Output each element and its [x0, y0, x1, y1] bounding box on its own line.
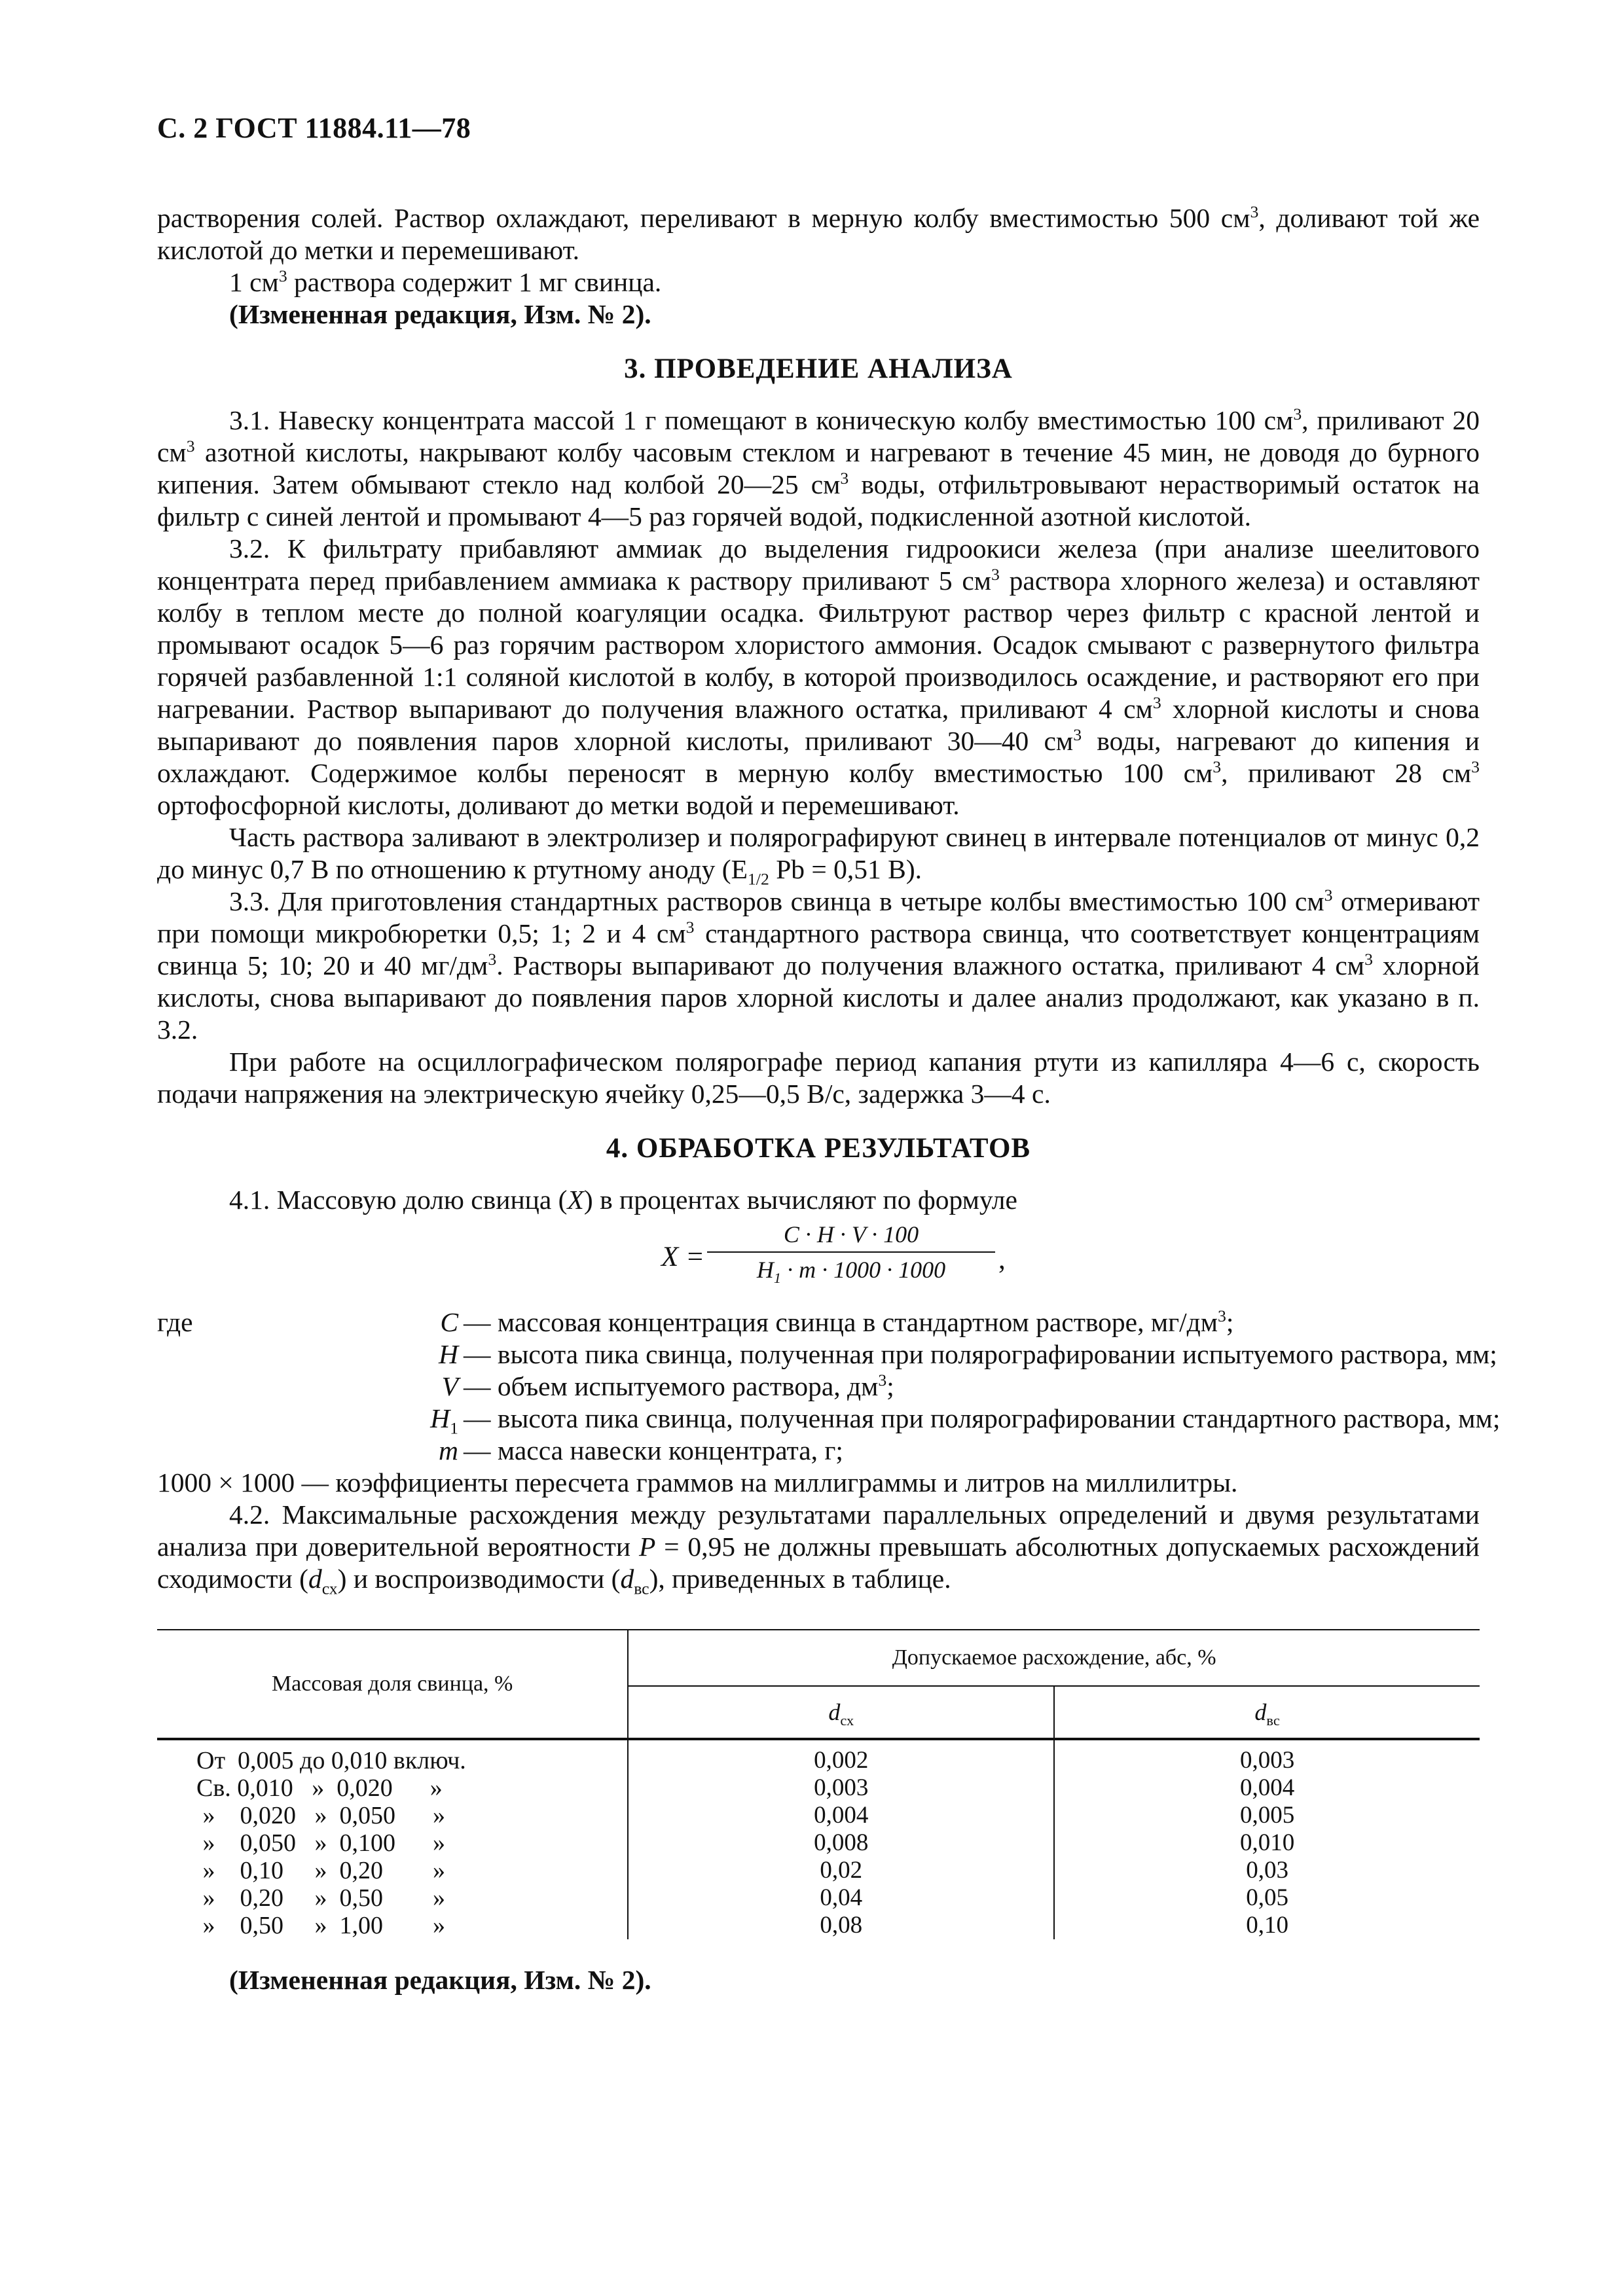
cell-dcx: 0,02 — [628, 1857, 1054, 1884]
tolerance-table — [157, 1629, 1480, 1939]
cell-range: » 0,050 » 0,100 » — [157, 1829, 628, 1857]
definition-text: — высота пика свинца, полученная при полярографировании стандартного раствора, мм; — [464, 1403, 1501, 1433]
cell-dvc: 0,010 — [1239, 1829, 1295, 1856]
cell-dvc: 0,003 — [1239, 1747, 1295, 1774]
cell-dvc: 0,05 — [1246, 1884, 1288, 1911]
paragraph-3-1: 3.1. Навеску концентрата массой 1 г помещают в коническую колбу вместимостью 100 $см^3$, приливают 20 $см^3$ азотной кислоты, накрывают колбу часовым стеклом и нагревают в течение 45 мин, не доводя до бурного кипения. Затем обмывают стекло над колбой 20—25 $см^3$ воды, отфильтровывают нерастворимый остаток на фильтр с синей лентой и промывают 4—5 раз горячей водой, подкисленной азотной кислотой. — [157, 404, 1480, 531]
table-row — [157, 1739, 1480, 1774]
definition-symbol: V — [441, 1371, 458, 1401]
definition-symbol: H — [439, 1339, 458, 1369]
column-header-lead-fraction: Массовая доля свинца, % — [157, 1630, 628, 1739]
formula-denominator: $H_1 \cdot m \cdot 1000 \cdot 1000$ — [756, 1257, 946, 1287]
formula-numerator: C · H · V · 100 — [783, 1221, 919, 1247]
table-row — [157, 1857, 1480, 1884]
cell-dvc: 0,10 — [1246, 1912, 1288, 1939]
definition-text: — массовая концентрация свинца в стандартном растворе, $мг/дм^3$; — [464, 1306, 1234, 1337]
cell-dcx: 0,004 — [628, 1802, 1054, 1829]
definition-row-h1 — [157, 1403, 1501, 1438]
definition-row-h — [157, 1338, 1497, 1371]
cell-dcx: 0,08 — [628, 1912, 1054, 1939]
definition-symbol: C — [440, 1307, 458, 1337]
cell-dvc: 0,004 — [1239, 1774, 1295, 1801]
paragraph-3-3: 3.3. Для приготовления стандартных растворов свинца в четыре колбы вместимостью 100 $см^3$ отмеривают при помощи микробюретки 0,5; 1; 2 и 4 $см^3$ стандартного раствора свинца, что соответствует концентрациям свинца 5; 10; 20 и 40 $мг/дм^3$. Растворы выпаривают до получения влажного остатка, приливают 4 $см^3$ хлорной кислоты, снова выпаривают до появления паров хлорной кислоты и далее анализ продолжают, как указано в п. 3.2. — [157, 886, 1480, 1045]
cell-dcx: 0,002 — [628, 1739, 1054, 1774]
paragraph-3-3-part-2: При работе на осциллографическом полярографе период капания ртути из капилляра 4—6 с, скорость подачи напряжения на электрическую ячейку 0,25—0,5 В/с, задержка 3—4 с. — [157, 1047, 1480, 1109]
cell-dcx: 0,003 — [628, 1774, 1054, 1802]
amendment-note-2: (Измененная редакция, Изм. № 2). — [229, 1965, 651, 1995]
table-row — [157, 1774, 1480, 1802]
page-content — [157, 111, 1501, 1996]
intro-paragraph-2: 1 $см^3$ раствора содержит 1 мг свинца. — [229, 266, 662, 297]
cell-range: » 0,10 » 0,20 » — [157, 1857, 628, 1884]
cell-range: Св. 0,010 » 0,020 » — [157, 1774, 628, 1802]
formula-comma: , — [998, 1244, 1006, 1275]
cell-range: » 0,020 » 0,050 » — [157, 1802, 628, 1829]
column-header-dvc: $d_{вс}$ — [1054, 1686, 1480, 1739]
running-head: С. 2 ГОСТ 11884.11—78 — [157, 112, 471, 144]
intro-paragraph-1: растворения солей. Раствор охлаждают, переливают в мерную колбу вместимостью 500 $см^3$, доливают той же кислотой до метки и перемешивают. — [157, 202, 1480, 265]
definition-row-v — [157, 1371, 1480, 1403]
cell-range: » 0,20 » 0,50 » — [157, 1884, 628, 1912]
formula-mass-fraction — [157, 1219, 1480, 1297]
definition-symbol: $H_1$ — [430, 1403, 458, 1438]
table-row — [157, 1884, 1480, 1912]
cell-range: От 0,005 до 0,010 включ. — [157, 1739, 628, 1774]
cell-dcx: 0,008 — [628, 1829, 1054, 1857]
definition-symbol: m — [439, 1435, 458, 1465]
formula-fraction — [707, 1219, 995, 1285]
formula-lhs: X = — [661, 1242, 705, 1272]
paragraph-3-2: 3.2. К фильтрату прибавляют аммиак до выделения гидроокиси железа (при анализе шеелитового концентрата перед прибавлением аммиака к раствору приливают 5 $см^3$ раствора хлорного железа) и оставляют колбу в теплом месте до полной коагуляции осадка. Фильтруют раствор через фильтр с красной лентой и промывают осадок 5—6 раз горячим раствором хлористого аммония. Осадок смывают с развернутого фильтра горячей разбавленной 1:1 соляной кислотой в колбу, в которой производилось осаждение, и растворяют его при нагревании. Раствор выпаривают до получения влажного остатка, приливают 4 $см^3$ хлорной кислоты и снова выпаривают до появления паров хлорной кислоты, приливают 30—40 $см^3$ воды, нагревают до кипения и охлаждают. Содержимое колбы переносят в мерную колбу вместимостью 100 $см^3$, приливают 28 $см^3$ ортофосфорной кислоты, доливают до метки водой и перемешивают. — [157, 533, 1480, 820]
cell-dvc: 0,03 — [1246, 1857, 1288, 1884]
section-4-title: 4. ОБРАБОТКА РЕЗУЛЬТАТОВ — [606, 1133, 1031, 1164]
table-row — [157, 1912, 1480, 1939]
section-3-title: 3. ПРОВЕДЕНИЕ АНАЛИЗА — [624, 353, 1013, 384]
cell-dvc: 0,005 — [1239, 1802, 1295, 1829]
definition-row-c — [157, 1306, 1480, 1338]
column-header-tolerance: Допускаемое расхождение, абс, % — [628, 1630, 1480, 1686]
definition-text: — высота пика свинца, полученная при полярографировании испытуемого раствора, мм; — [464, 1339, 1497, 1369]
coefficient-line: 1000 × 1000 — коэффициенты пересчета граммов на миллиграммы и литров на миллилитры. — [157, 1467, 1238, 1498]
definition-text: — объем испытуемого раствора, $дм^3$; — [464, 1371, 894, 1401]
column-header-dcx: $d_{сх}$ — [628, 1686, 1054, 1739]
where-label: где — [157, 1307, 193, 1337]
paragraph-4-1: 4.1. Массовую долю свинца (X) в процентах вычисляют по формуле — [229, 1185, 1017, 1215]
cell-range: » 0,50 » 1,00 » — [157, 1912, 628, 1939]
paragraph-3-2-part-2: Часть раствора заливают в электролизер и полярографируют свинец в интервале потенциалов от минус 0,2 до минус 0,7 В по отношению к ртутному аноду ($E_{1/2}$ Pb = 0,51 В). — [157, 822, 1480, 889]
cell-dcx: 0,04 — [628, 1884, 1054, 1912]
table-row — [157, 1829, 1480, 1857]
definition-row-m — [157, 1435, 1480, 1467]
amendment-note-1: (Измененная редакция, Изм. № 2). — [229, 299, 651, 329]
paragraph-4-2: 4.2. Максимальные расхождения между результатами параллельных определений и двумя результатами анализа при доверительной вероятности P = 0,95 не должны превышать абсолютных допускаемых расхождений сходимости $(d_{сх})$ и воспроизводимости $(d_{вс})$, приведенных в таблице. — [157, 1499, 1480, 1598]
definition-text: — масса навески концентрата, г; — [464, 1435, 843, 1465]
table-row — [157, 1802, 1480, 1829]
fraction-bar — [707, 1251, 995, 1253]
